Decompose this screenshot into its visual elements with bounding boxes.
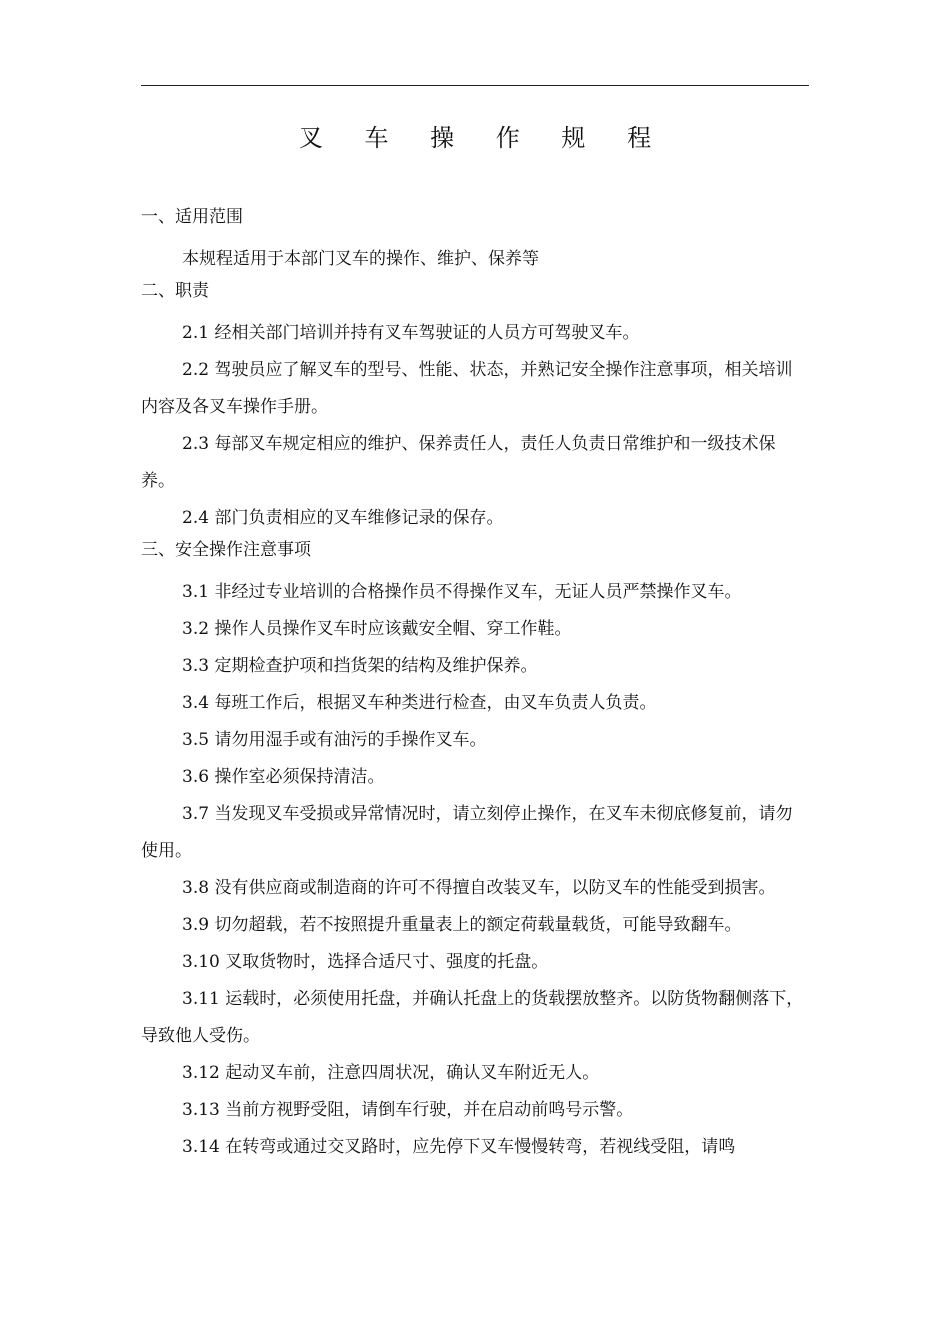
paragraph: 3.1 非经过专业培训的合格操作员不得操作叉车，无证人员严禁操作叉车。 (182, 582, 742, 602)
paragraph: 3.9 切勿超载，若不按照提升重量表上的额定荷载量载货，可能导致翻车。 (182, 915, 742, 935)
paragraph: 3.3 定期检查护项和挡货架的结构及维护保养。 (182, 656, 538, 676)
paragraph: 2.2 驾驶员应了解叉车的型号、性能、状态，并熟记安全操作注意事项，相关培训内容及各叉车操作手册。 (141, 360, 793, 417)
section-heading: 一、适用范围 (141, 207, 243, 227)
paragraph: 3.14 在转弯或通过交叉路时，应先停下叉车慢慢转弯，若视线受阻，请鸣 (182, 1137, 736, 1157)
paragraph: 2.3 每部叉车规定相应的维护、保养责任人，责任人负责日常维护和一级技术保养。 (141, 434, 776, 491)
page-title: 叉 车 操 作 规 程 (298, 124, 669, 152)
paragraph: 3.7 当发现叉车受损或异常情况时，请立刻停止操作，在叉车未彻底修复前，请勿使用。 (141, 804, 793, 861)
header-rule (141, 85, 809, 86)
paragraph: 3.6 操作室必须保持清洁。 (182, 767, 385, 787)
section-safety (141, 537, 809, 1166)
paragraph: 3.4 每班工作后，根据叉车种类进行检查，由叉车负责人负责。 (182, 693, 657, 713)
section-scope (141, 204, 809, 278)
section-duties (141, 278, 809, 537)
document-body (141, 204, 809, 1166)
paragraph: 3.5 请勿用湿手或有油污的手操作叉车。 (182, 730, 487, 750)
paragraph: 3.12 起动叉车前，注意四周状况，确认叉车附近无人。 (182, 1063, 600, 1083)
paragraph: 3.10 叉取货物时，选择合适尺寸、强度的托盘。 (182, 952, 549, 972)
paragraph: 2.4 部门负责相应的叉车维修记录的保存。 (182, 508, 504, 528)
paragraph: 3.13 当前方视野受阻，请倒车行驶，并在启动前鸣号示警。 (182, 1100, 634, 1120)
paragraph: 3.2 操作人员操作叉车时应该戴安全帽、穿工作鞋。 (182, 619, 572, 639)
paragraph: 2.1 经相关部门培训并持有叉车驾驶证的人员方可驾驶叉车。 (182, 323, 640, 343)
section-heading: 三、安全操作注意事项 (141, 540, 311, 560)
paragraph: 3.11 运载时，必须使用托盘，并确认托盘上的货载摆放整齐。以防货物翻侧落下，导致他人受伤。 (141, 989, 804, 1046)
paragraph: 3.8 没有供应商或制造商的许可不得擅自改装叉车，以防叉车的性能受到损害。 (182, 878, 776, 898)
section-heading: 二、职责 (141, 281, 209, 301)
paragraph: 本规程适用于本部门叉车的操作、维护、保养等 (182, 249, 539, 269)
